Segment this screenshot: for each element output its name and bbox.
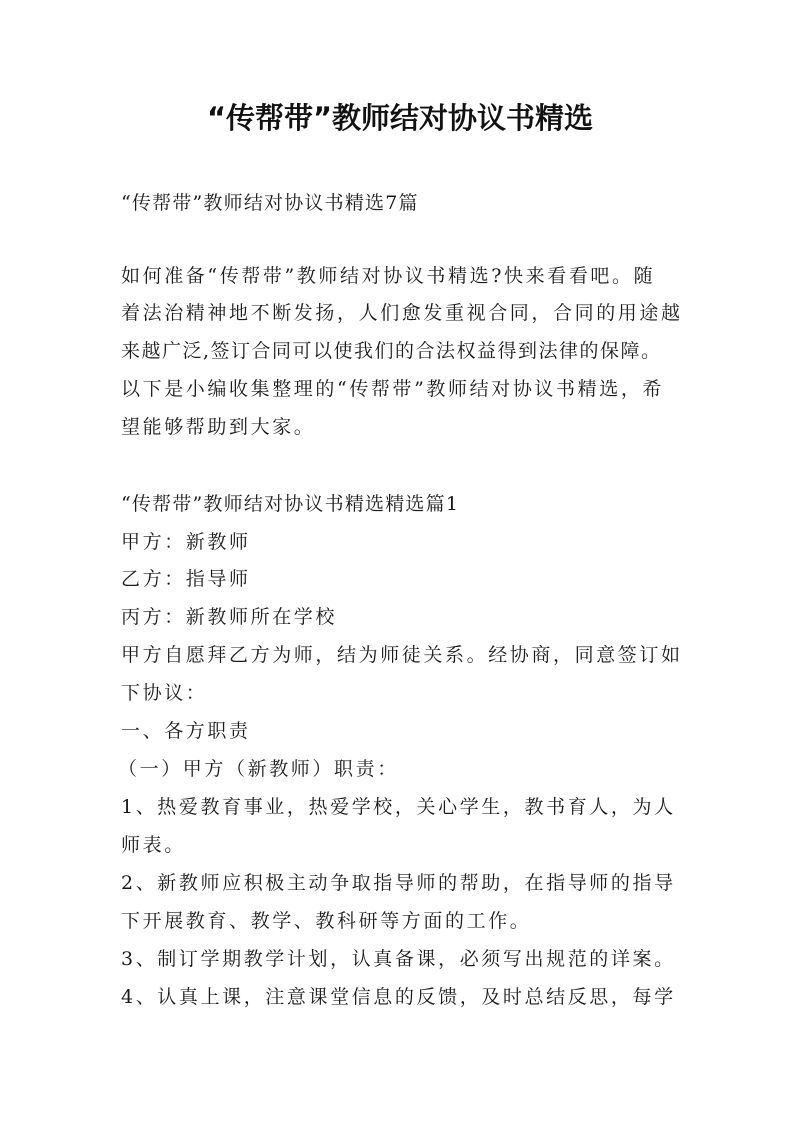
- section-heading: “传帮带”教师结对协议书精选精选篇1: [121, 493, 460, 515]
- duty-item-line: 3、制订学期教学计划，认真备课，必须写出规范的详案。: [121, 948, 676, 970]
- duty-item-line: 下开展教育、教学、教科研等方面的工作。: [121, 910, 532, 932]
- document-subtitle: “传帮带”教师结对协议书精选7篇: [121, 192, 419, 214]
- duty-item-line: 师表。: [121, 834, 186, 856]
- duty-item-line: 2、新教师应积极主动争取指导师的帮助，在指导师的指导: [121, 872, 676, 894]
- intro-line: 望能够帮助到大家。: [121, 416, 316, 438]
- duties-heading: 一、各方职责: [121, 720, 251, 742]
- document-title: “传帮带”教师结对协议书精选: [206, 101, 594, 135]
- intro-line: 如何准备“传帮带”教师结对协议书精选?快来看看吧。随: [121, 265, 656, 287]
- party-c-line: 丙方：新教师所在学校: [121, 606, 338, 628]
- duty-item-line: 4、认真上课，注意课堂信息的反馈，及时总结反思，每学: [121, 986, 676, 1008]
- party-b-line: 乙方：指导师: [121, 568, 251, 590]
- agreement-line: 甲方自愿拜乙方为师，结为师徒关系。经协商，同意签订如: [121, 644, 683, 666]
- duty-item-line: 1、热爱教育事业，热爱学校，关心学生，教书育人，为人: [121, 796, 676, 818]
- party-a-line: 甲方：新教师: [121, 531, 251, 553]
- sub-heading: （一）甲方（新教师）职责：: [118, 758, 399, 780]
- intro-line: 以下是小编收集整理的“传帮带”教师结对协议书精选，希: [121, 378, 665, 400]
- intro-line: 来越广泛,签订合同可以使我们的合法权益得到法律的保障。: [121, 340, 662, 362]
- agreement-line: 下协议：: [121, 682, 208, 704]
- intro-line: 着法治精神地不断发扬，人们愈发重视合同，合同的用途越: [121, 302, 683, 324]
